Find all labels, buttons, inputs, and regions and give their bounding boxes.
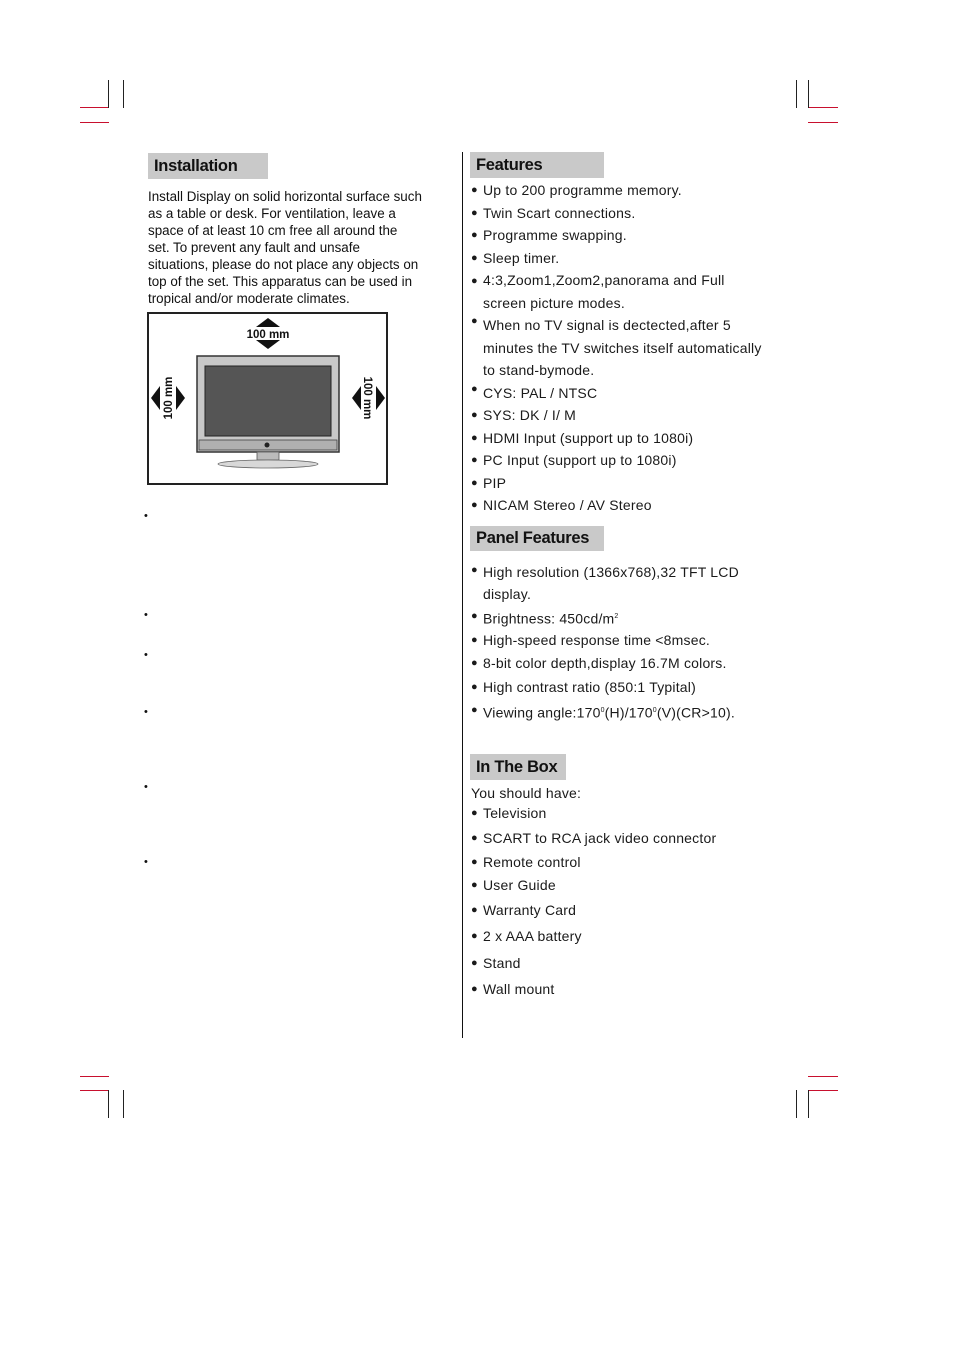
list-item-text: CYS: PAL / NTSC [483,384,598,401]
list-item [471,654,813,678]
superscript: 0 [600,707,605,714]
list-item-text: Stand [483,955,521,971]
list-item-text: User Guide [483,877,556,893]
list-item [471,429,813,452]
bullet-icon: ● [471,184,478,196]
bullet-icon: ● [471,879,478,891]
tv-power-icon [265,443,270,448]
list-item-text: When no TV signal is dectected,after 5 [483,317,731,333]
list-item-text: 8-bit color depth,display 16.7M colors. [483,655,727,671]
in-the-box-heading: In The Box [470,754,566,780]
panel-features-heading: Panel Features [470,526,604,551]
bullet-icon: ● [471,409,478,421]
crop-mark [796,80,797,108]
list-item [471,563,813,607]
bullet-icon: ● [471,610,478,622]
crop-mark [80,1090,109,1091]
in-the-box-intro: You should have: [471,785,582,801]
list-item-text: SCART to RCA jack video connector [483,830,717,846]
list-item-text: screen picture modes. [483,294,625,311]
list-item-text: Brightness: 450cd/m [483,610,615,627]
list-item [471,631,813,655]
list-item-text: Warranty Card [483,902,577,918]
bullet-icon: ● [471,904,478,916]
tv-screen [205,366,331,436]
bullet-icon: ● [471,855,478,868]
empty-bullet: • [144,706,148,718]
installation-line: as a table or desk. For ventilation, leave a [148,206,396,221]
bullet-icon: ● [471,957,478,969]
bullet-icon: ● [471,499,478,511]
list-item [471,181,813,204]
crop-mark [796,1090,797,1118]
list-item [471,876,813,901]
list-item [471,701,813,725]
list-item-text: High-speed response time <8msec. [483,631,711,648]
empty-bullet: • [144,649,148,661]
crop-mark [808,80,809,108]
list-item-text: Wall mount [483,981,555,997]
list-item [471,607,813,631]
column-divider [462,152,463,1038]
crop-mark [123,80,124,108]
list-item-text: to stand-bymode. [483,362,595,378]
list-item-text: PIP [483,474,507,491]
list-item [471,271,813,316]
bullet-icon: ● [471,315,478,327]
bullet-icon: ● [471,206,478,219]
bullet-icon: ● [471,704,478,716]
list-item-text: 2 x AAA battery [483,928,582,944]
bullet-icon: ● [471,807,478,819]
crop-mark [808,1076,838,1077]
list-item [471,980,813,1004]
in-the-box-list [471,804,813,1004]
list-item-text: PC Input (support up to 1080i) [483,452,677,468]
installation-line: space of at least 10 cm free all around the [148,223,398,238]
list-item-text: NICAM Stereo / AV Stereo [483,497,652,513]
list-item [471,315,813,384]
crop-mark [108,1090,109,1118]
bullet-icon: ● [471,930,478,942]
installation-line: tropical and/or moderate climates. [148,291,350,306]
list-item [471,901,813,927]
list-item-text: Television [483,805,547,821]
list-item [471,474,813,497]
list-item-text: Remote control [483,853,581,870]
crop-mark [80,107,109,108]
installation-line: set. To prevent any fault and unsafe [148,240,360,255]
empty-bullet: • [144,510,148,522]
list-item-text: SYS: DK / I/ M [483,407,577,423]
features-heading: Features [470,152,604,178]
list-item-text: display. [483,586,532,602]
crop-mark [808,107,838,108]
top-clearance-label: 100 mm [246,329,290,341]
list-item [471,249,813,272]
list-item [471,927,813,954]
list-item [471,829,813,853]
bullet-icon: ● [471,564,478,576]
crop-mark [808,1090,809,1118]
list-item-text: 4:3,Zoom1,Zoom2,panorama and Full [483,272,725,288]
installation-line: top of the set. This apparatus can be used in [148,274,413,289]
installation-heading: Installation [148,153,268,179]
list-item [471,496,813,519]
crop-mark [123,1090,124,1118]
crop-mark [80,122,109,123]
bullet-icon: ● [471,431,478,444]
bullet-icon: ● [471,454,478,466]
bullet-icon: ● [471,275,478,287]
list-item [471,451,813,474]
features-list [471,181,813,519]
tv-neck [257,452,279,460]
crop-mark [80,1076,109,1077]
list-item-text: HDMI Input (support up to 1080i) [483,429,694,446]
list-item-text: High contrast ratio (850:1 Typital) [483,678,696,695]
superscript: 2 [614,613,619,620]
bullet-icon: ● [471,251,478,264]
crop-mark [808,122,838,123]
clearance-diagram [147,312,389,486]
superscript: 0 [652,707,657,714]
list-item [471,226,813,249]
installation-line: Install Display on solid horizontal surface such [148,189,422,204]
list-item [471,204,813,227]
list-item-text: Sleep timer. [483,249,560,266]
installation-line: situations, please do not place any objects on [148,257,419,272]
empty-bullet: • [144,781,148,793]
bullet-icon: ● [471,382,478,395]
list-item-text: Up to 200 programme memory. [483,182,682,198]
bullet-icon: ● [471,476,478,489]
empty-bullet: • [144,856,148,868]
bullet-icon: ● [471,229,478,241]
list-item [471,678,813,702]
list-item-text: (V)(CR>10). [656,704,735,721]
bullet-icon: ● [471,657,478,669]
bullet-icon: ● [471,633,478,646]
list-item [471,406,813,429]
list-item-text: Programme swapping. [483,227,627,243]
list-item-text: Twin Scart connections. [483,204,636,221]
right-clearance-label: 100 mm [361,376,373,420]
list-item-text: Viewing angle:170 [483,704,601,721]
bullet-icon: ● [471,680,478,693]
list-item-text: High resolution (1366x768),32 TFT LCD [483,564,739,580]
installation-text [148,188,448,307]
list-item [471,382,813,407]
list-item [471,804,813,829]
list-item [471,954,813,980]
list-item-text: minutes the TV switches itself automatically [483,339,762,356]
crop-mark [808,1090,838,1091]
bullet-icon: ● [471,832,478,844]
list-item-text: (H)/170 [604,704,653,721]
tv-stand [218,460,318,468]
bullet-icon: ● [471,983,478,995]
crop-mark [108,80,109,108]
panel-features-list [471,563,813,725]
empty-bullet: • [144,609,148,621]
left-clearance-label: 100 mm [163,376,175,420]
list-item [471,853,813,877]
